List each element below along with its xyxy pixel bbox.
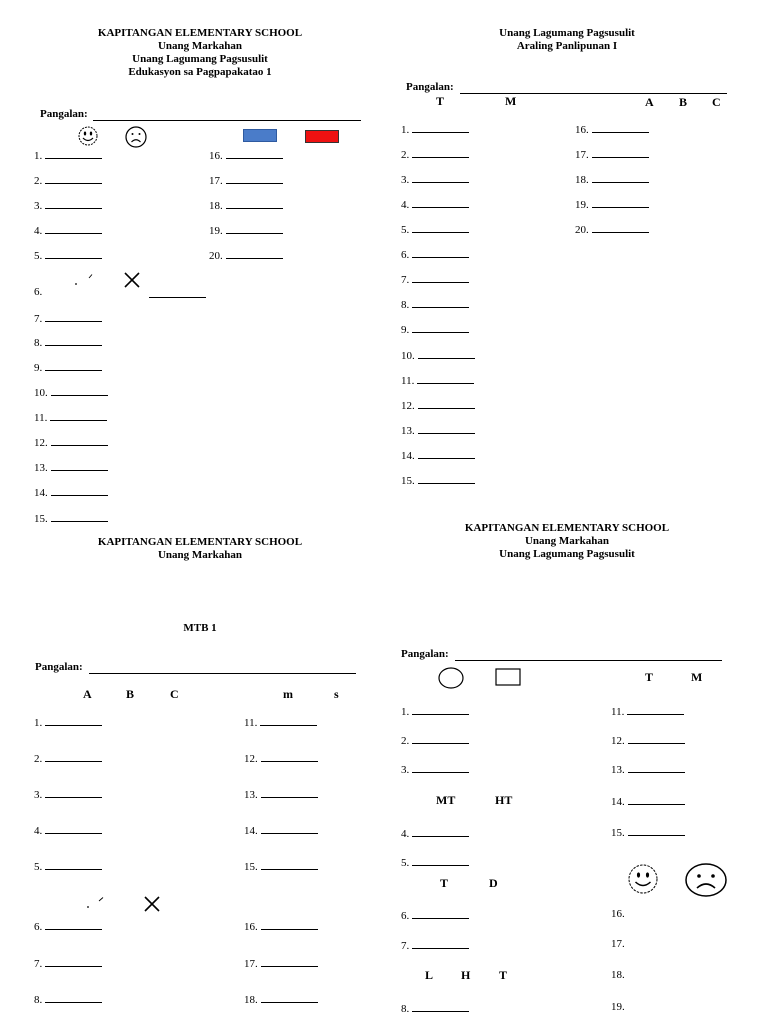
q4-item-14 (611, 793, 685, 807)
q2-item-10 (401, 347, 475, 361)
q3-item-11 (244, 714, 317, 728)
x-mark-icon (143, 895, 161, 913)
q3-header-line-2: Unang Markahan (157, 549, 243, 561)
item-number: 15. (34, 513, 48, 525)
q3-item-7 (34, 955, 102, 969)
answer-blank[interactable] (627, 703, 684, 715)
q3-header (40, 536, 360, 562)
item-number: 18. (611, 969, 625, 981)
q1-item-9 (34, 359, 102, 373)
item-number: 4. (34, 825, 43, 837)
answer-blank[interactable] (45, 147, 102, 159)
q3-item-1 (34, 714, 102, 728)
q1-item-5 (34, 247, 102, 261)
item-number: 15. (244, 861, 258, 873)
answer-blank[interactable] (261, 750, 318, 762)
answer-blank[interactable] (261, 991, 318, 1003)
answer-blank[interactable] (412, 937, 469, 949)
item-number: 20. (575, 224, 589, 236)
q1-item-8 (34, 334, 102, 348)
q3-header-line-1: KAPITANGAN ELEMENTARY SCHOOL (97, 536, 303, 548)
item-number: 3. (401, 764, 410, 776)
answer-blank[interactable] (45, 786, 102, 798)
answer-blank[interactable] (45, 172, 102, 184)
item-number: 11. (401, 375, 415, 387)
item-number: 15. (611, 827, 625, 839)
smiley-icon (626, 862, 660, 896)
q2-item-17 (575, 146, 649, 160)
q4-item-13 (611, 761, 685, 775)
answer-blank[interactable] (412, 907, 469, 919)
item-number: 16. (575, 124, 589, 136)
q3-label-a: A (83, 687, 92, 701)
item-number: 4. (401, 199, 410, 211)
q3-item-17 (244, 955, 318, 969)
answer-blank[interactable] (45, 197, 102, 209)
q4-item-17 (611, 937, 625, 951)
check-mark-icon (72, 272, 96, 288)
q3-item-16 (244, 918, 318, 932)
q2-item-6 (401, 246, 469, 260)
item-number: 16. (244, 921, 258, 933)
q4-item-12 (611, 732, 685, 746)
square-icon (495, 668, 521, 686)
q1-item-3 (34, 197, 102, 211)
item-number: 2. (34, 753, 43, 765)
answer-blank[interactable] (592, 196, 649, 208)
item-number: 1. (401, 124, 410, 136)
answer-blank[interactable] (412, 296, 469, 308)
q4-item-8 (401, 1000, 469, 1014)
q1-item-2 (34, 172, 102, 186)
q1-item-13 (34, 459, 108, 473)
answer-blank[interactable] (226, 147, 283, 159)
q1-item-4 (34, 222, 102, 236)
q1-item-6 (34, 285, 42, 299)
item-number: 3. (34, 789, 43, 801)
answer-blank[interactable] (226, 172, 283, 184)
answer-blank[interactable] (412, 171, 469, 183)
item-number: 8. (34, 337, 43, 349)
q3-item-3 (34, 786, 102, 800)
item-number: 19. (575, 199, 589, 211)
item-number: 3. (401, 174, 410, 186)
answer-blank[interactable] (45, 991, 102, 1003)
item-number: 20. (209, 250, 223, 262)
item-number: 7. (401, 940, 410, 952)
q4-label-m: M (691, 670, 703, 684)
q3-item-15 (244, 858, 318, 872)
item-number: 14. (244, 825, 258, 837)
answer-blank[interactable] (45, 955, 102, 967)
item-number: 10. (34, 387, 48, 399)
answer-blank[interactable] (418, 347, 475, 359)
q2-label-a: A (645, 95, 654, 109)
answer-blank[interactable] (628, 732, 685, 744)
q3-item-6 (34, 918, 102, 932)
item-number: 13. (401, 425, 415, 437)
smiley-icon (76, 124, 100, 148)
answer-blank[interactable] (418, 422, 475, 434)
answer-blank[interactable] (261, 918, 318, 930)
q4-item-5 (401, 854, 469, 868)
q2-item-12 (401, 397, 475, 411)
item-number: 18. (209, 200, 223, 212)
answer-blank[interactable] (628, 793, 685, 805)
item-number: 19. (611, 1001, 625, 1013)
q4-pangalan-line[interactable] (455, 660, 722, 661)
answer-blank[interactable] (226, 247, 283, 259)
item-number: 15. (401, 475, 415, 487)
item-number: 16. (209, 150, 223, 162)
q4-pangalan-label: Pangalan: (401, 648, 449, 660)
q2-item-19 (575, 196, 649, 210)
q3-item-4 (34, 822, 102, 836)
q1-item-11 (34, 409, 107, 423)
item-number: 9. (34, 362, 43, 374)
answer-blank[interactable] (45, 822, 102, 834)
q1-item-12 (34, 434, 108, 448)
answer-blank[interactable] (45, 714, 102, 726)
q2-header (407, 27, 727, 53)
item-number: 5. (401, 857, 410, 869)
q2-item-14 (401, 447, 475, 461)
item-number: 1. (34, 150, 43, 162)
answer-blank[interactable] (628, 824, 685, 836)
item-number: 12. (244, 753, 258, 765)
q2-item-4 (401, 196, 469, 210)
q3-item-12 (244, 750, 318, 764)
q2-item-20 (575, 221, 649, 235)
q2-item-13 (401, 422, 475, 436)
item-number: 2. (401, 149, 410, 161)
answer-blank[interactable] (412, 732, 469, 744)
answer-blank[interactable] (226, 222, 283, 234)
q1-item-17 (209, 172, 283, 186)
q3-subject: MTB 1 (183, 622, 217, 634)
item-number: 17. (611, 938, 625, 950)
item-number: 16. (611, 908, 625, 920)
q2-item-15 (401, 472, 475, 486)
q4-item-2 (401, 732, 469, 746)
answer-blank[interactable] (412, 1000, 469, 1012)
answer-blank[interactable] (45, 310, 102, 322)
q1-header-line-3: Unang Lagumang Pagsusulit (132, 53, 268, 65)
item-number: 18. (244, 994, 258, 1006)
item-number: 4. (34, 225, 43, 237)
q1-pangalan-label: Pangalan: (40, 108, 88, 120)
item-number: 14. (401, 450, 415, 462)
answer-blank[interactable] (51, 510, 108, 522)
item-number: 18. (575, 174, 589, 186)
q4-label-mt: MT (436, 793, 456, 807)
item-number: 5. (34, 861, 43, 873)
q4-item-16 (611, 907, 625, 921)
circle-icon (437, 666, 465, 690)
item-number: 5. (401, 224, 410, 236)
q4-label-t-2: T (440, 876, 449, 890)
q4-item-15 (611, 824, 685, 838)
answer-blank[interactable] (51, 484, 108, 496)
sad-face-icon (124, 125, 148, 149)
answer-blank[interactable] (592, 146, 649, 158)
q4-item-4 (401, 825, 469, 839)
red-rectangle (305, 130, 339, 143)
q1-item-20 (209, 247, 283, 261)
q3-item-14 (244, 822, 318, 836)
item-number: 12. (611, 735, 625, 747)
q4-header-line-2: Unang Markahan (524, 535, 610, 547)
q3-item-13 (244, 786, 318, 800)
q3-label-m: m (283, 687, 293, 701)
q4-label-t-3: T (499, 968, 508, 982)
item-number: 8. (401, 299, 410, 311)
check-mark-icon (84, 895, 108, 911)
item-number: 5. (34, 250, 43, 262)
q3-item-5 (34, 858, 102, 872)
answer-blank[interactable] (592, 121, 649, 133)
answer-blank[interactable] (418, 447, 475, 459)
item-number: 7. (34, 958, 43, 970)
item-number: 1. (34, 717, 43, 729)
q3-pangalan-line[interactable] (89, 673, 356, 674)
item-number: 4. (401, 828, 410, 840)
q1-header-line-4: Edukasyon sa Pagpapakatao 1 (128, 66, 272, 78)
answer-blank[interactable] (260, 714, 317, 726)
q3-item-18 (244, 991, 318, 1005)
q4-item-6 (401, 907, 469, 921)
item-number: 11. (244, 717, 258, 729)
q2-item-5 (401, 221, 469, 235)
item-number: 17. (575, 149, 589, 161)
item-number: 11. (611, 706, 625, 718)
q4-item-11 (611, 703, 684, 717)
q2-header-line-2: Araling Panlipunan I (516, 40, 618, 52)
q2-item-11 (401, 372, 474, 386)
q1-item-16 (209, 147, 283, 161)
item-number: 14. (34, 487, 48, 499)
x-mark-icon (123, 271, 141, 289)
item-number: 1. (401, 706, 410, 718)
item-number: 11. (34, 412, 48, 424)
q3-label-s: s (334, 687, 339, 701)
answer-blank[interactable] (261, 955, 318, 967)
answer-blank[interactable] (412, 121, 469, 133)
answer-blank[interactable] (412, 271, 469, 283)
q3-item-8 (34, 991, 102, 1005)
answer-blank[interactable] (628, 761, 685, 773)
q2-item-18 (575, 171, 649, 185)
item-number: 13. (34, 462, 48, 474)
answer-blank[interactable] (50, 409, 107, 421)
answer-blank[interactable] (45, 918, 102, 930)
q2-label-b: B (679, 95, 688, 109)
q1-item-1 (34, 147, 102, 161)
answer-blank[interactable] (412, 761, 469, 773)
answer-blank[interactable] (45, 222, 102, 234)
answer-blank[interactable] (417, 372, 474, 384)
answer-blank[interactable] (418, 397, 475, 409)
q4-label-l: L (425, 968, 434, 982)
answer-blank[interactable] (226, 197, 283, 209)
item-number: 6. (401, 910, 410, 922)
item-number: 9. (401, 324, 410, 336)
answer-blank[interactable] (45, 750, 102, 762)
q1-header (40, 27, 360, 79)
q2-item-3 (401, 171, 469, 185)
blue-rectangle (243, 129, 277, 142)
item-number: 14. (611, 796, 625, 808)
q2-pangalan-label: Pangalan: (406, 81, 454, 93)
answer-blank[interactable] (45, 359, 102, 371)
item-number: 19. (209, 225, 223, 237)
item-number: 10. (401, 350, 415, 362)
answer-blank[interactable] (592, 221, 649, 233)
q2-label-t: T (436, 94, 445, 108)
q1-item-10 (34, 384, 108, 398)
answer-blank[interactable] (412, 196, 469, 208)
q4-label-t: T (645, 670, 654, 684)
item-number: 13. (244, 789, 258, 801)
q2-item-8 (401, 296, 469, 310)
q1-item-7 (34, 310, 102, 324)
item-number: 2. (34, 175, 43, 187)
answer-blank[interactable] (51, 434, 108, 446)
q1-header-line-2: Unang Markahan (157, 40, 243, 52)
answer-blank[interactable] (412, 703, 469, 715)
q1-item-18 (209, 197, 283, 211)
answer-blank[interactable] (412, 146, 469, 158)
q4-label-d: D (489, 876, 498, 890)
answer-blank[interactable] (418, 472, 475, 484)
q4-label-h: H (461, 968, 471, 982)
q4-header-line-1: KAPITANGAN ELEMENTARY SCHOOL (464, 522, 670, 534)
answer-blank[interactable] (412, 321, 469, 333)
item-number: 17. (244, 958, 258, 970)
item-number: 6. (34, 286, 43, 298)
answer-blank[interactable] (45, 247, 102, 259)
q2-item-7 (401, 271, 469, 285)
q1-pangalan-line[interactable] (93, 120, 361, 121)
q2-item-2 (401, 146, 469, 160)
answer-blank[interactable] (261, 786, 318, 798)
answer-blank[interactable] (51, 384, 108, 396)
answer-blank[interactable] (45, 334, 102, 346)
q3-label-b: B (126, 687, 135, 701)
q4-item-19 (611, 1000, 625, 1014)
item-number: 6. (401, 249, 410, 261)
q2-label-c: C (712, 95, 721, 109)
q4-item-3 (401, 761, 469, 775)
item-number: 2. (401, 735, 410, 747)
q1-item-14 (34, 484, 108, 498)
answer-blank[interactable] (45, 858, 102, 870)
q4-item-1 (401, 703, 469, 717)
sad-face-icon (684, 862, 728, 898)
answer-blank[interactable] (592, 171, 649, 183)
q1-item-15 (34, 510, 108, 524)
item-number: 7. (401, 274, 410, 286)
q2-item-16 (575, 121, 649, 135)
q4-header-line-3: Unang Lagumang Pagsusulit (499, 548, 635, 560)
answer-blank[interactable] (261, 822, 318, 834)
item-number: 8. (401, 1003, 410, 1015)
q2-item-1 (401, 121, 469, 135)
q2-label-m: M (505, 94, 517, 108)
answer-blank[interactable] (412, 825, 469, 837)
item-number: 8. (34, 994, 43, 1006)
item-number: 13. (611, 764, 625, 776)
item-number: 12. (34, 437, 48, 449)
q4-item-7 (401, 937, 469, 951)
item-number: 12. (401, 400, 415, 412)
answer-blank[interactable] (51, 459, 108, 471)
answer-blank[interactable] (412, 854, 469, 866)
q2-header-line-1: Unang Lagumang Pagsusulit (499, 27, 635, 39)
item-number: 6. (34, 921, 43, 933)
item-number: 17. (209, 175, 223, 187)
answer-blank[interactable] (412, 221, 469, 233)
answer-blank[interactable] (149, 297, 206, 298)
answer-blank[interactable] (412, 246, 469, 258)
q1-header-line-1: KAPITANGAN ELEMENTARY SCHOOL (97, 27, 303, 39)
item-number: 3. (34, 200, 43, 212)
q4-label-ht: HT (495, 793, 513, 807)
q2-pangalan-line[interactable] (460, 93, 727, 94)
q1-item-19 (209, 222, 283, 236)
q3-label-c: C (170, 687, 179, 701)
q3-item-2 (34, 750, 102, 764)
answer-blank[interactable] (261, 858, 318, 870)
q3-pangalan-label: Pangalan: (35, 661, 83, 673)
item-number: 7. (34, 313, 43, 325)
q4-header (407, 522, 727, 561)
q4-item-18 (611, 968, 625, 982)
q2-item-9 (401, 321, 469, 335)
